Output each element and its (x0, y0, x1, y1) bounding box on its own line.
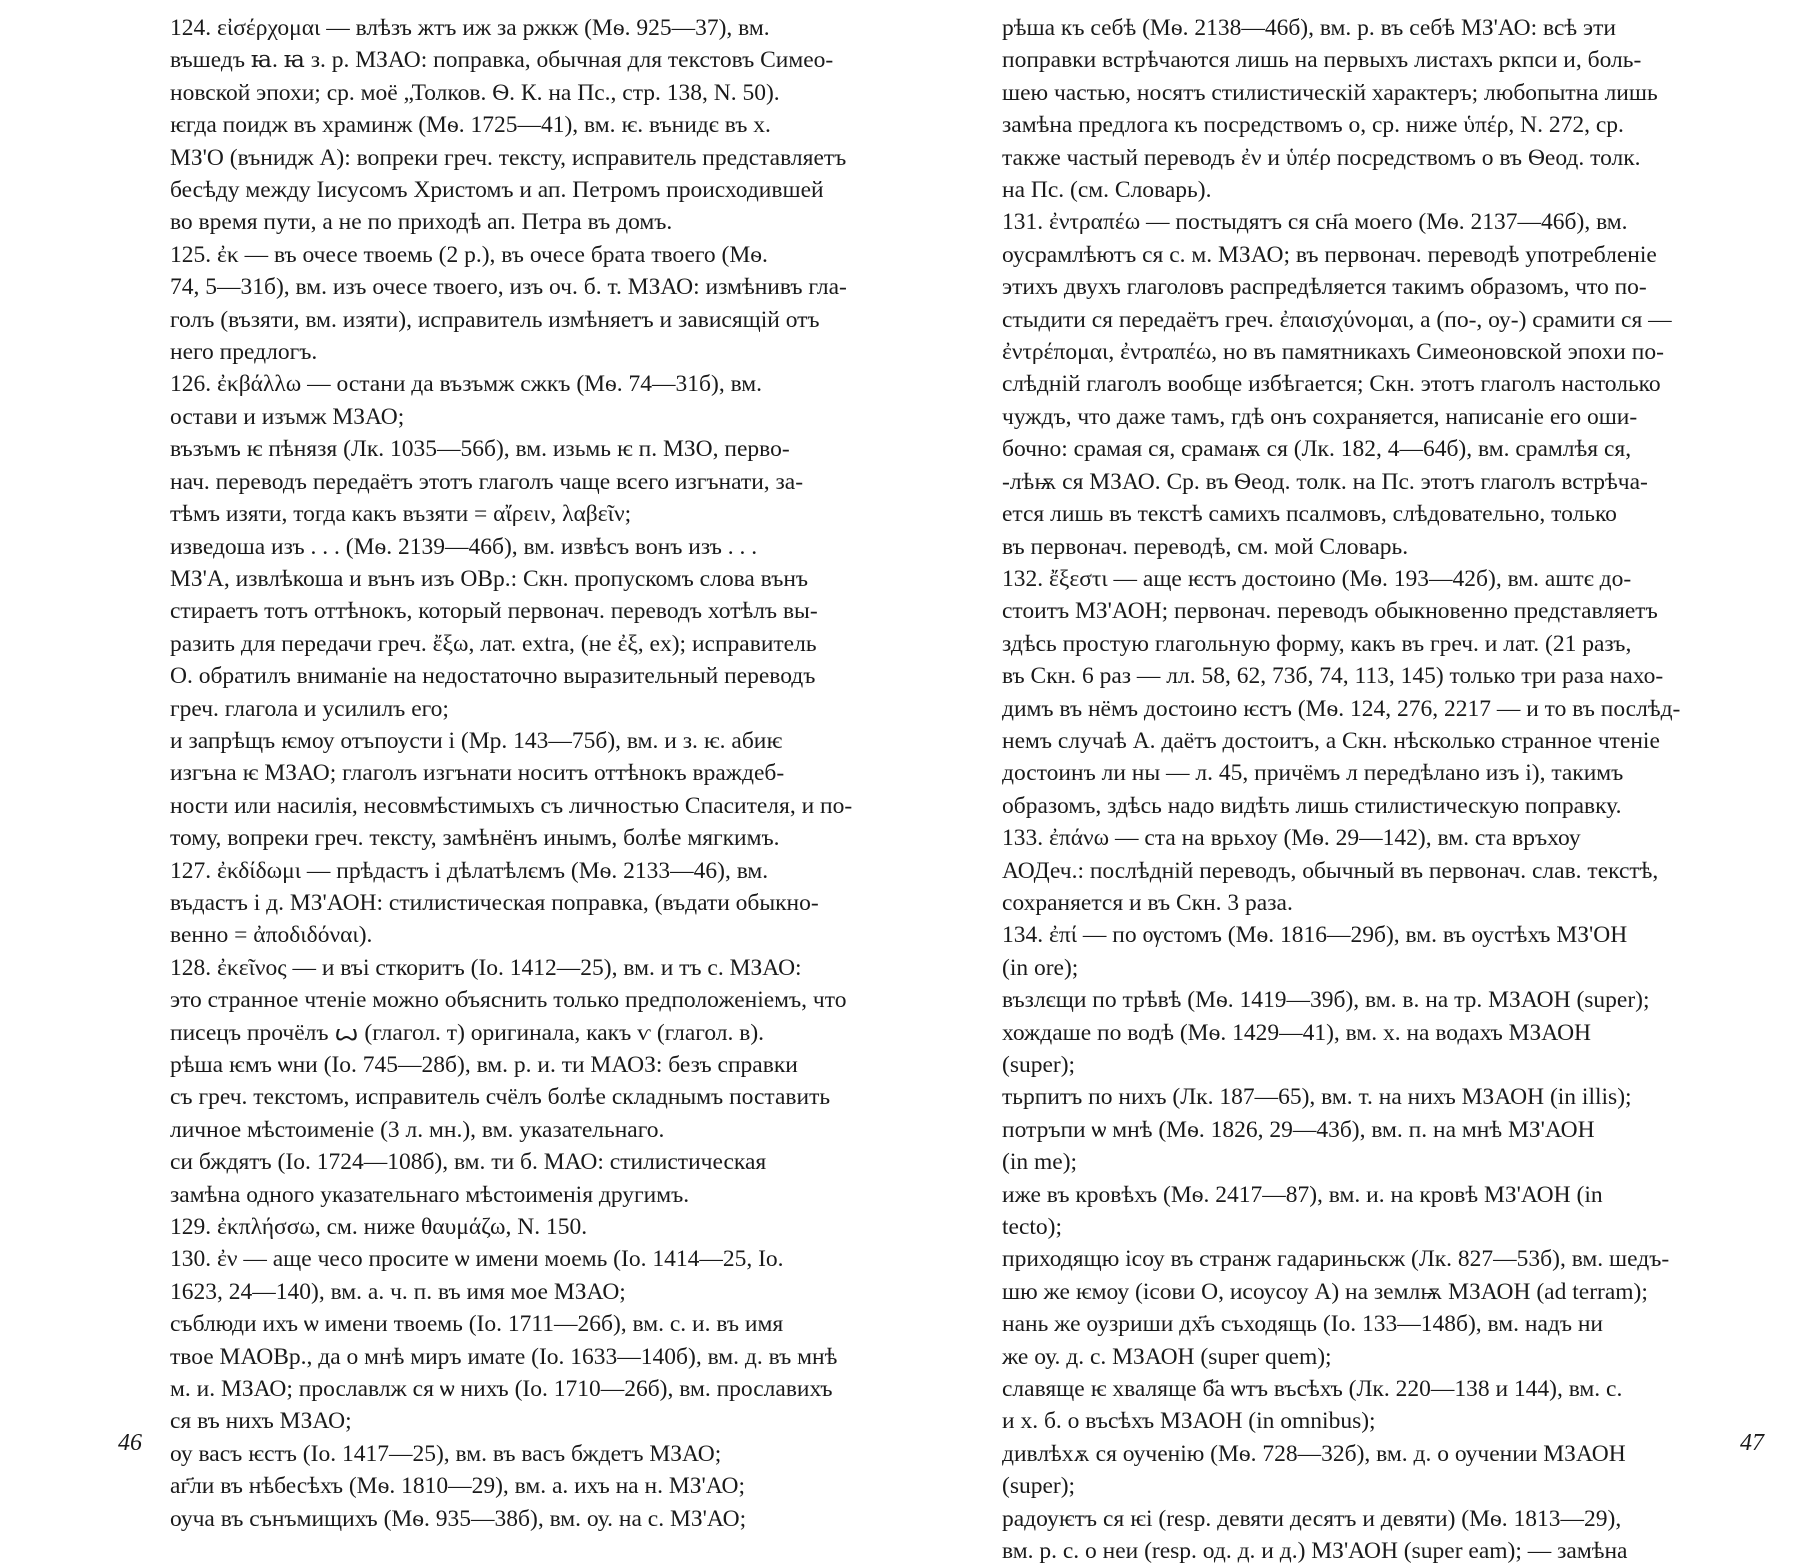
text-line: ется лишь въ текстѣ самихъ псалмовъ, слѣдовательно, только (1002, 501, 1617, 528)
text-line: нань же оузриши дх҃ъ съходящь (Іо. 133—148б), вм. надъ ни (1002, 1311, 1604, 1338)
paragraph (118, 855, 964, 952)
paragraph (118, 1049, 964, 1146)
text-line: ся въ нихъ МЗАО; (170, 1408, 352, 1435)
text-line: аг҃ли въ нѣбесѣхъ (Мѳ. 1810—29), вм. а. ихъ на н. МЗ'АО; (170, 1473, 746, 1500)
text-line: шю же ѥмоу (ісови О, исоусоу А) на землѭ МЗАОН (ad terram); (1002, 1278, 1648, 1305)
text-line: м. и. МЗАО; прославлж ся ѡ нихъ (Іо. 1710—26б), вм. прославихъ (170, 1376, 833, 1403)
text-line: 1623, 24—140), вм. а. ч. п. въ имя мое МЗАО; (170, 1278, 626, 1305)
text-line: възъмъ ѥ пѣнязя (Лк. 1035—56б), вм. изьмь ѥ п. МЗО, перво- (170, 436, 790, 463)
text-line: МЗ'А, извлѣкоша и вънъ изъ ОВр.: Скн. пропускомъ слова вънъ (170, 565, 809, 592)
text-line: оусрамлѣютъ ся с. м. МЗАО; въ первонач. переводѣ употребленіе (1002, 241, 1657, 268)
text-line: немъ случаѣ А. даётъ достоитъ, а Скн. нѣсколько странное чтеніе (1002, 727, 1660, 754)
text-line: стираетъ тотъ оттѣнокъ, который первонач. переводъ хотѣлъ вы- (170, 598, 818, 625)
text-line: въшедъ ꙗ. ꙗ з. р. МЗАО: поправка, обычная для текстовъ Симео- (170, 47, 834, 74)
paragraph (118, 1146, 964, 1211)
paragraph (118, 1308, 964, 1438)
paragraph (118, 531, 964, 725)
text-line: здѣсь простую глагольную форму, какъ въ греч. и лат. (21 разъ, (1002, 630, 1632, 657)
text-line: шею частью, носятъ стилистическій характеръ; любопытна лишь (1002, 79, 1658, 106)
paragraph (950, 12, 1796, 206)
paragraph (950, 984, 1796, 1081)
text-line: възлєщи по трѣвѣ (Мѳ. 1419—39б), вм. в. на тр. МЗАОН (super); (1002, 987, 1650, 1014)
page-number-right: 47 (1740, 1430, 1764, 1456)
text-line: приходящю ісоу въ странж гадариньскж (Лк. 827—53б), вм. шедъ- (1002, 1246, 1670, 1273)
paragraph (950, 822, 1796, 919)
text-line: сохраняется и въ Скн. 3 раза. (1002, 889, 1293, 916)
text-line: ности или насилія, несовмѣстимыхъ съ личностью Спасителя, и по- (170, 792, 853, 819)
text-line: АОДеч.: послѣдній переводъ, обычный въ первонач. слав. текстѣ, (1002, 857, 1659, 884)
text-line: греч. глагола и усилилъ его; (170, 695, 449, 722)
paragraph (950, 1438, 1796, 1503)
text-line: тому, вопреки греч. тексту, замѣнёнъ инымъ, болѣе мягкимъ. (170, 825, 780, 852)
text-line: замѣна предлога къ посредствомъ о, ср. ниже ὑπέρ, N. 272, ср. (1002, 112, 1624, 139)
text-line: разить для передачи греч. ἔξω, лат. extra, (не ἐξ, ex); исправитель (170, 630, 817, 657)
text-line: иже въ кровѣхъ (Мѳ. 2417—87), вм. и. на кровѣ МЗ'АОН (in (1002, 1181, 1603, 1208)
paragraph (950, 1308, 1796, 1373)
text-line: это странное чтеніе можно объяснить только предположеніемъ, что (170, 987, 847, 1014)
text-line: также частый переводъ ἐν и ὑπέρ посредствомъ о въ Ѳеод. толк. (1002, 144, 1641, 171)
text-line: 129. ἐκπλήσσω, см. ниже θαυμάζω, N. 150. (170, 1214, 588, 1241)
text-line: 130. ἐν — аще чесо просите ѡ имени моемь (Іо. 1414—25, Іо. (170, 1246, 784, 1273)
paragraph (118, 239, 964, 369)
text-line: съ греч. текстомъ, исправитель счёлъ болѣе складнымъ поставить (170, 1084, 831, 1111)
text-line: остави и изъмж МЗАО; (170, 403, 405, 430)
text-line: изгъна ѥ МЗАО; глаголъ изгънати носитъ оттѣнокъ враждеб- (170, 760, 785, 787)
paragraph (950, 1373, 1796, 1438)
text-line: димъ въ нёмъ достоино ѥстъ (Мѳ. 124, 276, 2217 — и то въ послѣд- (1002, 695, 1681, 722)
text-line: -лѣѭ ся МЗАО. Ср. въ Ѳеод. толк. на Пс. этотъ глаголъ встрѣча- (1002, 468, 1648, 495)
text-line: нач. переводъ передаётъ этотъ глаголъ чаще всего изгънати, за- (170, 468, 804, 495)
text-line: 134. ἐπί — по ѹстомъ (Мѳ. 1816—29б), вм. въ оустѣхъ МЗ'ОН (1002, 922, 1628, 949)
text-line: образомъ, здѣсь надо видѣть лишь стилистическую поправку. (1002, 792, 1622, 819)
text-line: 128. ἐκεῖνος — и въі сткоритъ (Іо. 1412—25), вм. и тъ с. МЗАО: (170, 954, 802, 981)
text-line: 124. εἰσέρχομαι — влѣзъ жтъ иж за ржкж (Мѳ. 925—37), вм. (170, 15, 770, 41)
text-line: въдастъ і д. МЗ'АОН: стилистическая поправка, (въдати обыкно- (170, 889, 819, 916)
text-line: и запрѣщъ ѥмоу отъпоусти і (Мр. 143—75б), вм. и з. ѥ. абиѥ (170, 727, 783, 754)
text-line: потръпи ѡ мнѣ (Мѳ. 1826, 29—43б), вм. п. на мнѣ МЗ'АОН (1002, 1116, 1595, 1143)
text-line: дивлѣхѫ ся оученію (Мѳ. 728—32б), вм. д. о оучении МЗАОН (1002, 1440, 1626, 1467)
paragraph (950, 919, 1796, 984)
text-line: изведоша изъ . . . (Мѳ. 2139—46б), вм. извѣсъ вонъ изъ . . . (170, 533, 758, 560)
text-line: tecto); (1002, 1214, 1063, 1241)
text-line: же оу. д. с. МЗАОН (super quem); (1002, 1343, 1332, 1370)
text-line: чуждъ, что даже тамъ, гдѣ онъ сохраняется, написаніе его оши- (1002, 403, 1638, 430)
text-line: во время пути, а не по приходѣ ап. Петра въ домъ. (170, 209, 673, 236)
text-line: МЗ'О (вънидж А): вопреки греч. тексту, исправитель представляетъ (170, 144, 847, 171)
text-line: бочно: срамая ся, срамаѭ ся (Лк. 182, 4—64б), вм. срамлѣя ся, (1002, 436, 1632, 463)
text-line: 132. ἔξεστι — аще ѥстъ достоино (Мѳ. 193—42б), вм. аштє до- (1002, 565, 1632, 592)
paragraph (118, 433, 964, 530)
paragraph (118, 109, 964, 239)
paragraph (950, 1243, 1796, 1308)
text-line: ѥгда поидж въ храминж (Мѳ. 1725—41), вм. ѥ. вънидє въ х. (170, 112, 771, 139)
paragraph (118, 1211, 964, 1243)
paragraph (118, 725, 964, 855)
text-line: тьрпитъ по нихъ (Лк. 187—65), вм. т. на нихъ МЗАОН (in illis); (1002, 1084, 1632, 1111)
text-line: оуча въ сънъмищихъ (Мѳ. 935—38б), вм. оу. на с. МЗ'АО; (170, 1505, 747, 1532)
text-line: (in ore); (1002, 954, 1079, 981)
text-line: твое МАОВр., да о мнѣ миръ имате (Іо. 1633—140б), вм. д. въ мнѣ (170, 1343, 838, 1370)
page-number-left: 46 (118, 1430, 142, 1456)
paragraph (950, 206, 1796, 562)
text-line: стоитъ МЗ'АОН; первонач. переводъ обыкновенно представляетъ (1002, 598, 1658, 625)
text-line: хождаше по водѣ (Мѳ. 1429—41), вм. х. на водахъ МЗАОН (1002, 1019, 1592, 1046)
text-line: рѣша ѥмъ ѡни (Іо. 745—28б), вм. р. и. ти МАОЗ: безъ справки (170, 1052, 798, 1078)
text-line: въ Скн. 6 раз — лл. 58, 62, 73б, 74, 113, 145) только три раза нахо- (1002, 663, 1664, 690)
text-line: него предлогъ. (170, 339, 318, 366)
paragraph (118, 1438, 964, 1535)
text-line: си бждятъ (Іо. 1724—108б), вм. ти б. МАО: стилистическая (170, 1149, 767, 1176)
text-line: тѣмъ изяти, тогда какъ възяти = αἴρειν, λαβεῖν; (170, 501, 632, 528)
text-line: стыдити ся передаётъ греч. ἐπαισχύνομαι, а (по-, оу-) срамити ся — (1002, 306, 1672, 333)
paragraph (118, 1243, 964, 1308)
text-line: венно = ἀποδιδόναι). (170, 922, 373, 949)
text-line: оу васъ ѥстъ (Іо. 1417—25), вм. въ васъ бждетъ МЗАО; (170, 1440, 722, 1467)
text-line: голъ (възяти, вм. изяти), исправитель измѣняетъ и зависящій отъ (170, 306, 820, 333)
text-line: этихъ двухъ глаголовъ распредѣляется такимъ образомъ, что по- (1002, 274, 1647, 301)
paragraph (950, 563, 1796, 822)
text-line: 74, 5—31б), вм. изъ очесе твоего, изъ оч. б. т. МЗАО: измѣнивъ гла- (170, 274, 847, 301)
text-line: достоинъ ли ны — л. 45, причёмъ л передѣлано изъ і), такимъ (1002, 760, 1624, 787)
paragraph (950, 1503, 1796, 1568)
text-line: слѣдній глаголъ вообще избѣгается; Скн. этотъ глаголъ настолько (1002, 371, 1661, 398)
text-line: новской эпохи; ср. моё „Толков. Ѳ. К. на Пс., стр. 138, N. 50). (170, 79, 780, 106)
text-line: О. обратилъ вниманіе на недостаточно выразительный переводъ (170, 663, 816, 690)
text-line: бесѣду между Іисусомъ Христомъ и ап. Петромъ происходившей (170, 177, 824, 204)
text-line: писецъ прочёлъ ꙍ (глагол. т) оригинала, какъ ѵ (глагол. в). (170, 1019, 765, 1046)
text-line: 126. ἐκβάλλω — остани да възъмж сжкъ (Мѳ. 74—31б), вм. (170, 371, 763, 398)
paragraph (118, 952, 964, 1049)
text-line: (in me); (1002, 1149, 1078, 1176)
paragraph (950, 1081, 1796, 1178)
text-line: рѣша къ себѣ (Мѳ. 2138—46б), вм. р. въ себѣ МЗ'АО: всѣ эти (1002, 15, 1616, 41)
text-line: 127. ἐκδίδωμι — прѣдастъ і дѣлатѣлємъ (Мѳ. 2133—46), вм. (170, 857, 769, 884)
text-line: (super); (1002, 1473, 1076, 1500)
text-line: на Пс. (см. Словарь). (1002, 177, 1212, 204)
text-line: вм. р. с. о неи (resp. од. д. и д.) МЗ'АОН (super eam); — замѣна (1002, 1538, 1628, 1565)
paragraph (118, 12, 964, 109)
text-line: замѣна одного указательнаго мѣстоименія другимъ. (170, 1181, 690, 1208)
text-line: радоуѥтъ ся ѥі (resp. девяти десятъ и девяти) (Мѳ. 1813—29), (1002, 1505, 1622, 1532)
text-line: (super); (1002, 1052, 1076, 1078)
text-line: славяще ѥ хваляще б҃а ѡтъ въсѣхъ (Лк. 220—138 и 144), вм. с. (1002, 1376, 1623, 1403)
text-line: 131. ἐντραπέω — постыдятъ ся сн҃а моего (Мѳ. 2137—46б), вм. (1002, 209, 1628, 236)
left-page (118, 12, 964, 1535)
text-line: ἐντρέπομαι, ἐντραπέω, но въ памятникахъ Симеоновской эпохи по- (1002, 339, 1664, 366)
right-page (950, 12, 1796, 1568)
text-line: 133. ἐπάνω — ста на врьхоу (Мѳ. 29—142), вм. ста връхоу (1002, 825, 1581, 852)
text-line: съблюди ихъ ѡ имени твоемь (Іо. 1711—26б), вм. с. и. въ имя (170, 1311, 784, 1338)
text-line: личное мѣстоименіе (3 л. мн.), вм. указательнаго. (170, 1116, 665, 1143)
text-line: поправки встрѣчаются лишь на первыхъ листахъ ркпси и, боль- (1002, 47, 1642, 74)
text-line: 125. ἐκ — въ очесе твоемь (2 р.), въ очесе брата твоего (Мѳ. (170, 241, 768, 268)
text-line: и х. б. о въсѣхъ МЗАОН (in omnibus); (1002, 1408, 1376, 1435)
paragraph (118, 368, 964, 433)
paragraph (950, 1179, 1796, 1244)
text-line: въ первонач. переводѣ, см. мой Словарь. (1002, 533, 1409, 560)
